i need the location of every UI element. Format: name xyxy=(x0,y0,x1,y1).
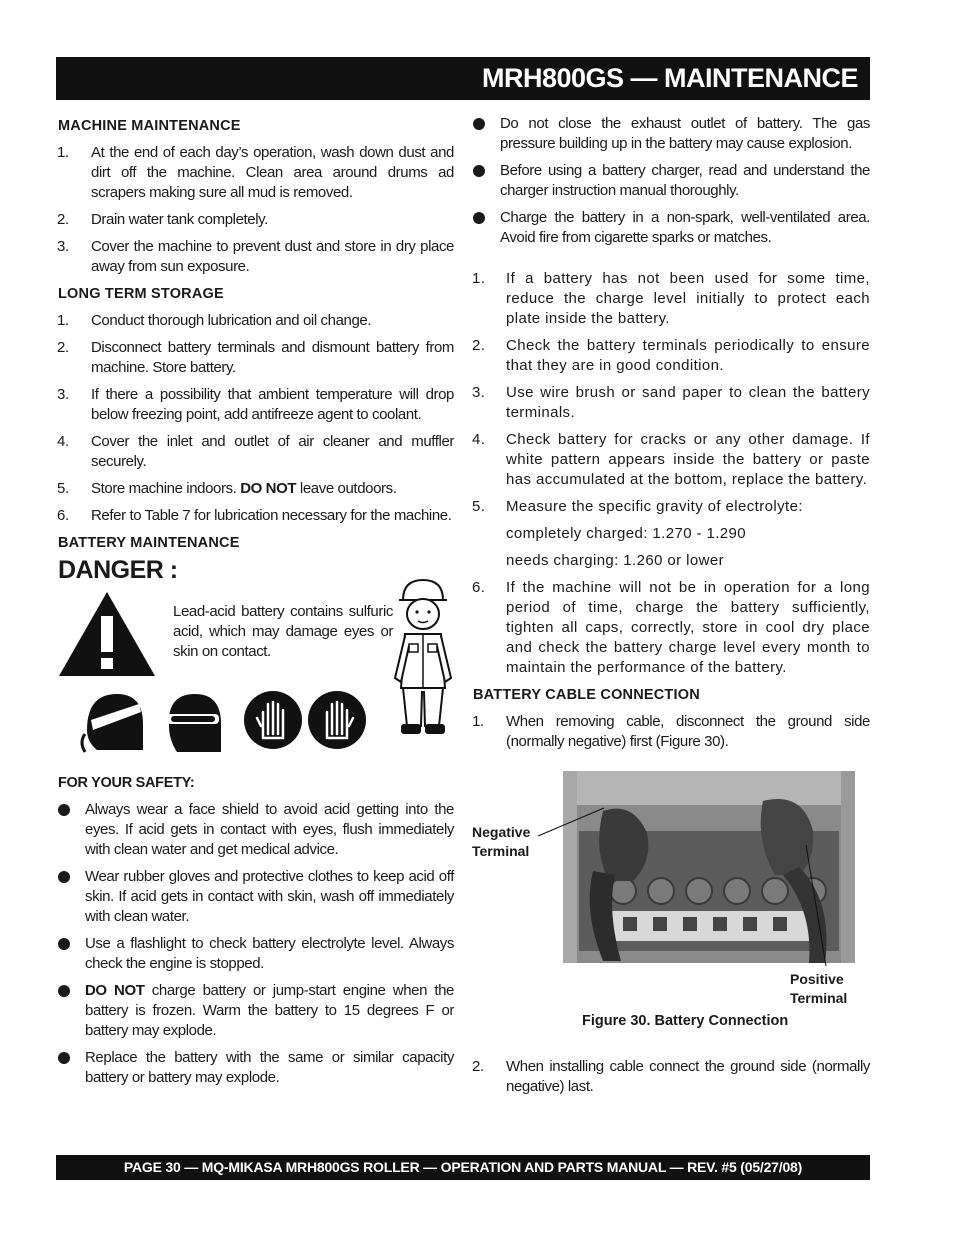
item-number: 1. xyxy=(57,144,69,161)
figure-caption: Figure 30. Battery Connection xyxy=(582,1013,789,1029)
item-number: 3. xyxy=(57,386,69,403)
item-text: If a battery has not been used for some time, reduce the charge level initially to protect each plate inside the battery. xyxy=(506,270,870,327)
item-number: 1. xyxy=(57,312,69,329)
item-number: 4. xyxy=(472,431,486,448)
item-text-bold: DO NOT xyxy=(85,982,145,999)
item-text: Drain water tank completely. xyxy=(91,211,268,228)
cable-connection-heading: BATTERY CABLE CONNECTION xyxy=(473,687,700,703)
page-title: MRH800GS — MAINTENANCE xyxy=(481,63,858,93)
item-text: Use wire brush or sand paper to clean the battery terminals. xyxy=(506,384,870,421)
item-text: Check the battery terminals periodically to ensure that they are in good condition. xyxy=(506,337,870,374)
item-text: Measure the specific gravity of electrolyte: xyxy=(506,498,803,515)
item-number: 3. xyxy=(472,384,486,401)
cable-step-2 xyxy=(472,1057,870,1104)
gravity-charged: completely charged: 1.270 - 1.290 xyxy=(506,525,747,542)
label-line: Negative xyxy=(472,824,531,840)
item-number: 1. xyxy=(472,713,484,730)
item-text: Charge the battery in a non-spark, well-ventilated area. Avoid fire from cigarette sparks or matches. xyxy=(500,209,870,246)
item-text: Always wear a face shield to avoid acid getting into the eyes. If acid gets in contact with eyes, flush immediately with clean water and get medical advice. xyxy=(85,801,454,858)
item-number: 6. xyxy=(57,507,69,524)
item-text: Replace the battery with the same or similar capacity battery or battery may explode. xyxy=(85,1049,454,1086)
footer: PAGE 30 — MQ-MIKASA MRH800GS ROLLER — OPERATION AND PARTS MANUAL — REV. #5 (05/27/08) xyxy=(56,1155,870,1180)
label-line: Terminal xyxy=(472,843,530,859)
safety-heading: FOR YOUR SAFETY: xyxy=(58,775,195,791)
item-text: Before using a battery charger, read and understand the charger instruction manual thoroughly. xyxy=(500,162,870,199)
item-text: When removing cable, disconnect the ground side (normally negative) first (Figure 30). xyxy=(506,713,870,750)
item-text: Use a flashlight to check battery electrolyte level. Always check the engine is stopped. xyxy=(85,935,454,972)
list-item xyxy=(472,1057,870,1097)
item-text-post: charge battery or jump-start engine when the battery is frozen. Warm the battery to 15 degrees F or battery may explode. xyxy=(85,982,454,1039)
item-text: When installing cable connect the ground side (normally negative) last. xyxy=(506,1058,870,1095)
danger-heading: DANGER : xyxy=(58,556,178,584)
item-number: 2. xyxy=(57,211,69,228)
item-text: If the machine will not be in operation for a long period of time, charge the battery sufficiently, tighten all caps, correctly, store in cool dry place and check the battery charge level every month to maintain the performance of the battery. xyxy=(506,579,870,676)
item-text: Do not close the exhaust outlet of battery. The gas pressure building up in the battery may cause explosion. xyxy=(500,115,870,152)
item-number: 4. xyxy=(57,433,69,450)
machine-maintenance-heading: MACHINE MAINTENANCE xyxy=(58,118,241,134)
item-number: 2. xyxy=(472,337,486,354)
label-line: Positive xyxy=(790,971,844,987)
item-number: 3. xyxy=(57,238,69,255)
item-text-bold: DO NOT xyxy=(240,480,297,497)
battery-maintenance-heading: BATTERY MAINTENANCE xyxy=(58,535,240,551)
item-number: 5. xyxy=(57,480,69,497)
warning-text: Lead-acid battery contains sulfuric acid, which may damage eyes or skin on contact. xyxy=(173,603,393,660)
item-number: 2. xyxy=(472,1058,484,1075)
item-text: At the end of each day’s operation, wash down dust and dirt off the machine. Clean area around drums ad scrapers making sure all mud is removed. xyxy=(91,144,454,201)
label-line: Terminal xyxy=(790,990,848,1006)
item-number: 5. xyxy=(472,498,486,515)
item-number: 1. xyxy=(472,270,486,287)
item-text-pre: Store machine indoors. xyxy=(91,480,241,497)
item-text: Refer to Table 7 for lubrication necessary for the machine. xyxy=(91,507,452,524)
long-term-storage-heading: LONG TERM STORAGE xyxy=(58,286,224,302)
item-number: 6. xyxy=(472,579,486,596)
item-text: Conduct thorough lubrication and oil change. xyxy=(91,312,372,329)
negative-terminal-label xyxy=(472,823,530,861)
item-text: Check battery for cracks or any other damage. If white pattern appears inside the battery or paste has accumulated at the bottom, replace the battery. xyxy=(506,431,870,488)
item-text: Disconnect battery terminals and dismount battery from machine. Store battery. xyxy=(91,339,454,376)
item-number: 2. xyxy=(57,339,69,356)
item-text: Cover the inlet and outlet of air cleaner and muffler securely. xyxy=(91,433,454,470)
item-text-post: leave outdoors. xyxy=(296,480,397,497)
gravity-needs-charging: needs charging: 1.260 or lower xyxy=(506,552,724,569)
item-text: Wear rubber gloves and protective clothes to keep acid off skin. If acid gets in contact with skin, wash off immediately with clean water. xyxy=(85,868,454,925)
item-text: If there a possibility that ambient temperature will drop below freezing point, add antifreeze agent to coolant. xyxy=(91,386,454,423)
item-text: Cover the machine to prevent dust and store in dry place away from sun exposure. xyxy=(91,238,454,275)
positive-terminal-label xyxy=(790,970,847,1008)
